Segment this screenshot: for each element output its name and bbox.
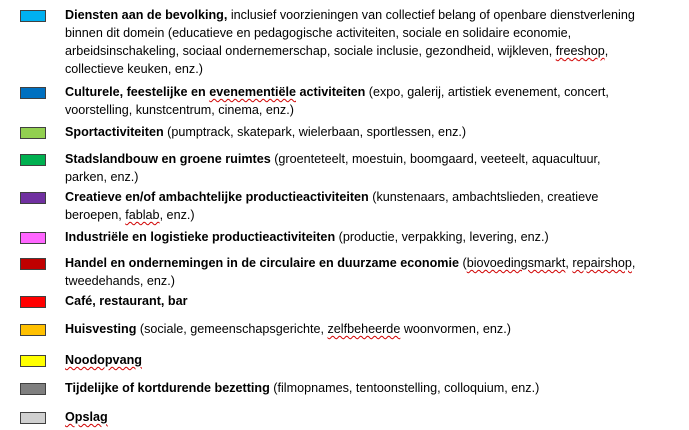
spelling-marked-word: repairshop: [572, 256, 632, 270]
color-swatch: [20, 10, 46, 22]
color-swatch: [20, 258, 46, 270]
legend-desc: (expo, galerij, artistiek evenement, concert,: [365, 85, 609, 99]
legend-desc: ,: [604, 44, 609, 58]
legend-title: Huisvesting: [65, 322, 137, 336]
legend-title: Industriële en logistieke productieactiviteiten: [65, 230, 336, 244]
spelling-marked-word: biovoedingsmarkt: [466, 256, 566, 270]
legend-title: Diensten aan de bevolking,: [65, 8, 228, 22]
spelling-marked-word: evenementiële: [209, 85, 296, 99]
legend-desc: , enz.): [159, 208, 195, 222]
legend-title: [65, 85, 365, 99]
legend-text: [65, 351, 675, 369]
legend-desc: ,: [631, 256, 636, 270]
legend-title: Café, restaurant, bar: [65, 294, 188, 308]
legend-title-part: activiteiten: [296, 85, 366, 99]
legend-desc: (filmopnames, tentoonstelling, colloquium, enz.): [269, 381, 540, 395]
color-swatch: [20, 383, 46, 395]
color-swatch: [20, 296, 46, 308]
legend-desc: parken, enz.): [65, 170, 139, 184]
legend-text: [65, 150, 675, 186]
color-swatch: [20, 87, 46, 99]
legend-title-part: Culturele, feestelijke en: [65, 85, 210, 99]
color-swatch: [20, 127, 46, 139]
legend-text: [65, 6, 675, 78]
legend-desc: (groenteteelt, moestuin, boomgaard, veeteelt, aquacultuur,: [270, 152, 601, 166]
legend-desc: ,: [565, 256, 573, 270]
legend-text: [65, 228, 675, 246]
color-swatch: [20, 355, 46, 367]
color-swatch: [20, 154, 46, 166]
legend-title: Handel en ondernemingen in de circulaire en duurzame economie: [65, 256, 459, 270]
legend-desc: (productie, verpakking, levering, enz.): [335, 230, 549, 244]
spelling-marked-word: zelfbeheerde: [327, 322, 401, 336]
legend-title: Noodopvang: [65, 353, 142, 367]
color-swatch: [20, 232, 46, 244]
legend-text: [65, 83, 675, 119]
legend-text: [65, 254, 675, 290]
legend-desc: arbeidsinschakeling, sociaal ondernemerschap, sociale inclusie, gezondheid, wijkleven,: [65, 44, 556, 58]
legend-desc: binnen dit domein (educatieve en pedagogische activiteiten, sociale en solidaire economie,: [65, 26, 572, 40]
spelling-marked-word: freeshop: [555, 44, 605, 58]
spelling-marked-word: fablab: [125, 208, 160, 222]
color-swatch: [20, 324, 46, 336]
legend-title: Stadslandbouw en groene ruimtes: [65, 152, 271, 166]
color-swatch: [20, 412, 46, 424]
legend-desc: (sociale, gemeenschapsgerichte,: [136, 322, 328, 336]
legend-desc: (: [459, 256, 467, 270]
legend-title: Tijdelijke of kortdurende bezetting: [65, 381, 270, 395]
legend-title: Sportactiviteiten: [65, 125, 164, 139]
legend-text: [65, 408, 675, 426]
color-swatch: [20, 192, 46, 204]
legend-desc: inclusief voorzieningen van collectief belang of openbare dienstverlening: [227, 8, 635, 22]
legend-desc: woonvormen, enz.): [400, 322, 511, 336]
legend-text: [65, 188, 675, 224]
legend-title: Creatieve en/of ambachtelijke productieactiviteiten: [65, 190, 369, 204]
legend-desc: (pumptrack, skatepark, wielerbaan, sportlessen, enz.): [163, 125, 467, 139]
legend-text: [65, 379, 675, 397]
legend-desc: tweedehands, enz.): [65, 274, 175, 288]
legend-desc: collectieve keuken, enz.): [65, 62, 203, 76]
legend-text: [65, 123, 675, 141]
legend-text: [65, 320, 675, 338]
legend-desc: beroepen,: [65, 208, 126, 222]
legend-title: Opslag: [65, 410, 108, 424]
legend-text: [65, 292, 675, 310]
legend-desc: (kunstenaars, ambachtslieden, creatieve: [368, 190, 599, 204]
legend-desc: voorstelling, kunstcentrum, cinema, enz.): [65, 103, 294, 117]
